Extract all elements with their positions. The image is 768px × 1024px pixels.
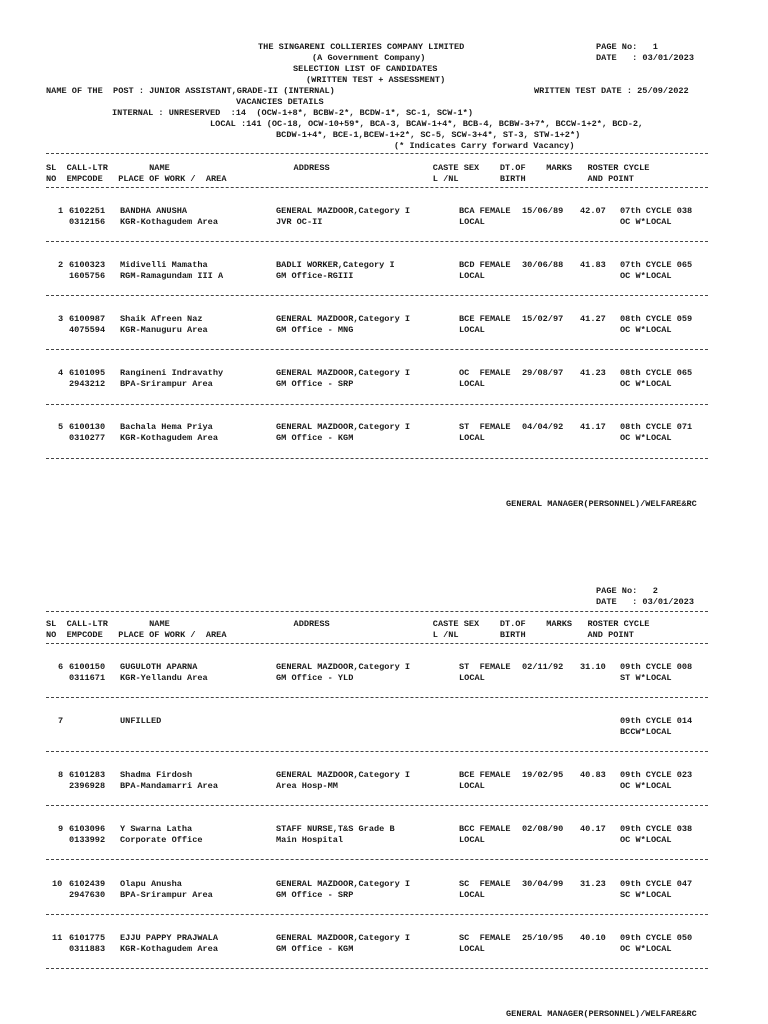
divider — [46, 153, 708, 154]
roster-point: OC W*LOCAL — [620, 325, 672, 335]
divider — [46, 241, 708, 242]
address-line1: GENERAL MAZDOOR,Category I — [276, 314, 411, 324]
call-letter: 6100323 — [69, 260, 106, 270]
divider — [46, 968, 708, 969]
place-of-work: BPA-Srirampur Area — [120, 379, 213, 389]
address-line2: Area Hosp-MM — [276, 781, 338, 791]
address-line2: GM Office-RGIII — [276, 271, 354, 281]
local-status: LOCAL — [459, 271, 485, 281]
divider — [46, 751, 708, 752]
roster-cycle: 09th CYCLE 050 — [620, 933, 693, 943]
address-line2: Main Hospital — [276, 835, 344, 845]
address-line1: BADLI WORKER,Category I — [276, 260, 395, 270]
unfilled-label: UNFILLED — [120, 716, 162, 726]
roster-cycle: 09th CYCLE 014 — [620, 716, 693, 726]
divider — [46, 349, 708, 350]
date-of-birth: 02/11/92 — [522, 662, 564, 672]
place-of-work: KGR-Kothagudem Area — [120, 217, 218, 227]
candidate-name: Olapu Anusha — [120, 879, 182, 889]
place-of-work: KGR-Yellandu Area — [120, 673, 208, 683]
roster-cycle: 09th CYCLE 047 — [620, 879, 693, 889]
column-headers-line2: NO EMPCODE PLACE OF WORK / AREA L /NL BIRTH AND POINT — [46, 630, 634, 640]
sl-no: 2 — [58, 260, 64, 270]
candidate-name: Rangineni Indravathy — [120, 368, 224, 378]
call-letter: 6100987 — [69, 314, 106, 324]
marks: 41.27 — [580, 314, 606, 324]
local-vacancies-line1: LOCAL :141 (OC-18, OCW-10+59*, BCA-3, BCAW-1+4*, BCB-4, BCBW-3+7*, BCCW-1+2*, BCD-2, — [210, 119, 644, 129]
roster-point: OC W*LOCAL — [620, 217, 672, 227]
address-line1: GENERAL MAZDOOR,Category I — [276, 662, 411, 672]
place-of-work: RGM-Ramagundam III A — [120, 271, 224, 281]
government-company-note: (A Government Company) — [312, 53, 426, 63]
caste-sex: OC FEMALE — [459, 368, 511, 378]
date-1: DATE : 03/01/2023 — [596, 53, 694, 63]
date-of-birth: 19/02/95 — [522, 770, 564, 780]
empcode: 2947630 — [69, 890, 106, 900]
address-line1: GENERAL MAZDOOR,Category I — [276, 770, 411, 780]
roster-point: ST W*LOCAL — [620, 673, 672, 683]
divider — [46, 187, 708, 188]
caste-sex: BCC FEMALE — [459, 824, 511, 834]
sl-no: 5 — [58, 422, 64, 432]
roster-cycle: 07th CYCLE 038 — [620, 206, 693, 216]
roster-point: BCCW*LOCAL — [620, 727, 672, 737]
address-line1: GENERAL MAZDOOR,Category I — [276, 879, 411, 889]
marks: 40.17 — [580, 824, 606, 834]
address-line1: STAFF NURSE,T&S Grade B — [276, 824, 395, 834]
candidate-name: Bachala Hema Priya — [120, 422, 213, 432]
place-of-work: KGR-Manuguru Area — [120, 325, 208, 335]
place-of-work: Corporate Office — [120, 835, 203, 845]
address-line2: GM Office - KGM — [276, 433, 354, 443]
address-line2: GM Office - YLD — [276, 673, 354, 683]
divider — [46, 914, 708, 915]
document-title: SELECTION LIST OF CANDIDATES — [293, 64, 438, 74]
caste-sex: SC FEMALE — [459, 879, 511, 889]
roster-cycle: 09th CYCLE 038 — [620, 824, 693, 834]
carry-forward-note: (* Indicates Carry forward Vacancy) — [394, 141, 575, 151]
local-status: LOCAL — [459, 325, 485, 335]
empcode: 0311671 — [69, 673, 106, 683]
place-of-work: BPA-Mandamarri Area — [120, 781, 218, 791]
signature-label: GENERAL MANAGER(PERSONNEL)/WELFARE&RC — [506, 1009, 697, 1019]
empcode: 0133992 — [69, 835, 106, 845]
empcode: 1605756 — [69, 271, 106, 281]
candidate-name: Y Swarna Latha — [120, 824, 193, 834]
caste-sex: BCA FEMALE — [459, 206, 511, 216]
address-line2: GM Office - SRP — [276, 890, 354, 900]
empcode: 2943212 — [69, 379, 106, 389]
empcode: 4075594 — [69, 325, 106, 335]
roster-cycle: 08th CYCLE 065 — [620, 368, 693, 378]
local-status: LOCAL — [459, 217, 485, 227]
caste-sex: BCD FEMALE — [459, 260, 511, 270]
local-status: LOCAL — [459, 673, 485, 683]
sl-no: 10 — [52, 879, 63, 889]
roster-point: SC W*LOCAL — [620, 890, 672, 900]
date-2: DATE : 03/01/2023 — [596, 597, 694, 607]
call-letter: 6102251 — [69, 206, 106, 216]
empcode: 2396928 — [69, 781, 106, 791]
address-line2: GM Office - KGM — [276, 944, 354, 954]
divider — [46, 611, 708, 612]
address-line1: GENERAL MAZDOOR,Category I — [276, 422, 411, 432]
local-vacancies-line2: BCDW-1+4*, BCE-1,BCEW-1+2*, SC-5, SCW-3+4*, ST-3, STW-1+2*) — [276, 130, 581, 140]
candidate-name: GUGULOTH APARNA — [120, 662, 198, 672]
address-line2: GM Office - SRP — [276, 379, 354, 389]
date-of-birth: 15/06/89 — [522, 206, 564, 216]
candidate-name: Midivelli Mamatha — [120, 260, 208, 270]
place-of-work: BPA-Srirampur Area — [120, 890, 213, 900]
column-headers-line1: SL CALL-LTR NAME ADDRESS CASTE SEX DT.OF MARKS ROSTER CYCLE — [46, 619, 650, 629]
sl-no: 8 — [58, 770, 64, 780]
local-status: LOCAL — [459, 890, 485, 900]
roster-point: OC W*LOCAL — [620, 271, 672, 281]
local-status: LOCAL — [459, 433, 485, 443]
caste-sex: ST FEMALE — [459, 662, 511, 672]
signature-label: GENERAL MANAGER(PERSONNEL)/WELFARE&RC — [506, 499, 697, 509]
roster-point: OC W*LOCAL — [620, 835, 672, 845]
roster-cycle: 09th CYCLE 023 — [620, 770, 693, 780]
call-letter: 6102439 — [69, 879, 106, 889]
address-line2: GM Office - MNG — [276, 325, 354, 335]
call-letter: 6100130 — [69, 422, 106, 432]
address-line1: GENERAL MAZDOOR,Category I — [276, 368, 411, 378]
internal-vacancies: INTERNAL : UNRESERVED :14 (OCW-1+8*, BCBW-2*, BCDW-1*, SC-1, SCW-1*) — [112, 108, 473, 118]
call-letter: 6101095 — [69, 368, 106, 378]
sl-no: 4 — [58, 368, 64, 378]
roster-cycle: 09th CYCLE 008 — [620, 662, 693, 672]
date-of-birth: 30/04/99 — [522, 879, 564, 889]
document-subtitle: (WRITTEN TEST + ASSESSMENT) — [306, 75, 446, 85]
caste-sex: BCE FEMALE — [459, 770, 511, 780]
empcode: 0312156 — [69, 217, 106, 227]
call-letter: 6100150 — [69, 662, 106, 672]
local-status: LOCAL — [459, 835, 485, 845]
candidate-name: Shadma Firdosh — [120, 770, 193, 780]
caste-sex: BCE FEMALE — [459, 314, 511, 324]
sl-no: 9 — [58, 824, 64, 834]
marks: 40.83 — [580, 770, 606, 780]
marks: 41.83 — [580, 260, 606, 270]
marks: 31.10 — [580, 662, 606, 672]
sl-no: 7 — [58, 716, 64, 726]
divider — [46, 643, 708, 644]
company-name: THE SINGARENI COLLIERIES COMPANY LIMITED — [258, 42, 465, 52]
date-of-birth: 04/04/92 — [522, 422, 564, 432]
address-line2: JVR OC-II — [276, 217, 323, 227]
marks: 41.23 — [580, 368, 606, 378]
roster-point: OC W*LOCAL — [620, 379, 672, 389]
sl-no: 3 — [58, 314, 64, 324]
date-of-birth: 30/06/88 — [522, 260, 564, 270]
roster-point: OC W*LOCAL — [620, 433, 672, 443]
date-of-birth: 25/10/95 — [522, 933, 564, 943]
sl-no: 6 — [58, 662, 64, 672]
column-headers-line1: SL CALL-LTR NAME ADDRESS CASTE SEX DT.OF MARKS ROSTER CYCLE — [46, 163, 650, 173]
divider — [46, 295, 708, 296]
local-status: LOCAL — [459, 944, 485, 954]
place-of-work: KGR-Kothagudem Area — [120, 433, 218, 443]
vacancies-title: VACANCIES DETAILS — [236, 97, 324, 107]
place-of-work: KGR-Kothagudem Area — [120, 944, 218, 954]
marks: 41.17 — [580, 422, 606, 432]
divider — [46, 859, 708, 860]
date-of-birth: 29/08/97 — [522, 368, 564, 378]
divider — [46, 458, 708, 459]
page-number-2: PAGE No: 2 — [596, 586, 658, 596]
page-number-1: PAGE No: 1 — [596, 42, 658, 52]
divider — [46, 697, 708, 698]
roster-point: OC W*LOCAL — [620, 944, 672, 954]
call-letter: 6103096 — [69, 824, 106, 834]
roster-cycle: 08th CYCLE 071 — [620, 422, 693, 432]
divider — [46, 404, 708, 405]
marks: 31.23 — [580, 879, 606, 889]
marks: 40.10 — [580, 933, 606, 943]
date-of-birth: 02/08/90 — [522, 824, 564, 834]
empcode: 0311883 — [69, 944, 106, 954]
address-line1: GENERAL MAZDOOR,Category I — [276, 206, 411, 216]
sl-no: 1 — [58, 206, 64, 216]
local-status: LOCAL — [459, 379, 485, 389]
candidate-name: BANDHA ANUSHA — [120, 206, 188, 216]
address-line1: GENERAL MAZDOOR,Category I — [276, 933, 411, 943]
call-letter: 6101775 — [69, 933, 106, 943]
sl-no: 11 — [52, 933, 63, 943]
candidate-name: EJJU PAPPY PRAJWALA — [120, 933, 218, 943]
candidate-name: Shaik Afreen Naz — [120, 314, 203, 324]
date-of-birth: 15/02/97 — [522, 314, 564, 324]
local-status: LOCAL — [459, 781, 485, 791]
caste-sex: ST FEMALE — [459, 422, 511, 432]
call-letter: 6101283 — [69, 770, 106, 780]
caste-sex: SC FEMALE — [459, 933, 511, 943]
column-headers-line2: NO EMPCODE PLACE OF WORK / AREA L /NL BIRTH AND POINT — [46, 174, 634, 184]
marks: 42.07 — [580, 206, 606, 216]
roster-cycle: 08th CYCLE 059 — [620, 314, 693, 324]
roster-point: OC W*LOCAL — [620, 781, 672, 791]
post-name: NAME OF THE POST : JUNIOR ASSISTANT,GRADE-II (INTERNAL) — [46, 86, 335, 96]
roster-cycle: 07th CYCLE 065 — [620, 260, 693, 270]
divider — [46, 805, 708, 806]
written-test-date: WRITTEN TEST DATE : 25/09/2022 — [534, 86, 689, 96]
empcode: 0310277 — [69, 433, 106, 443]
